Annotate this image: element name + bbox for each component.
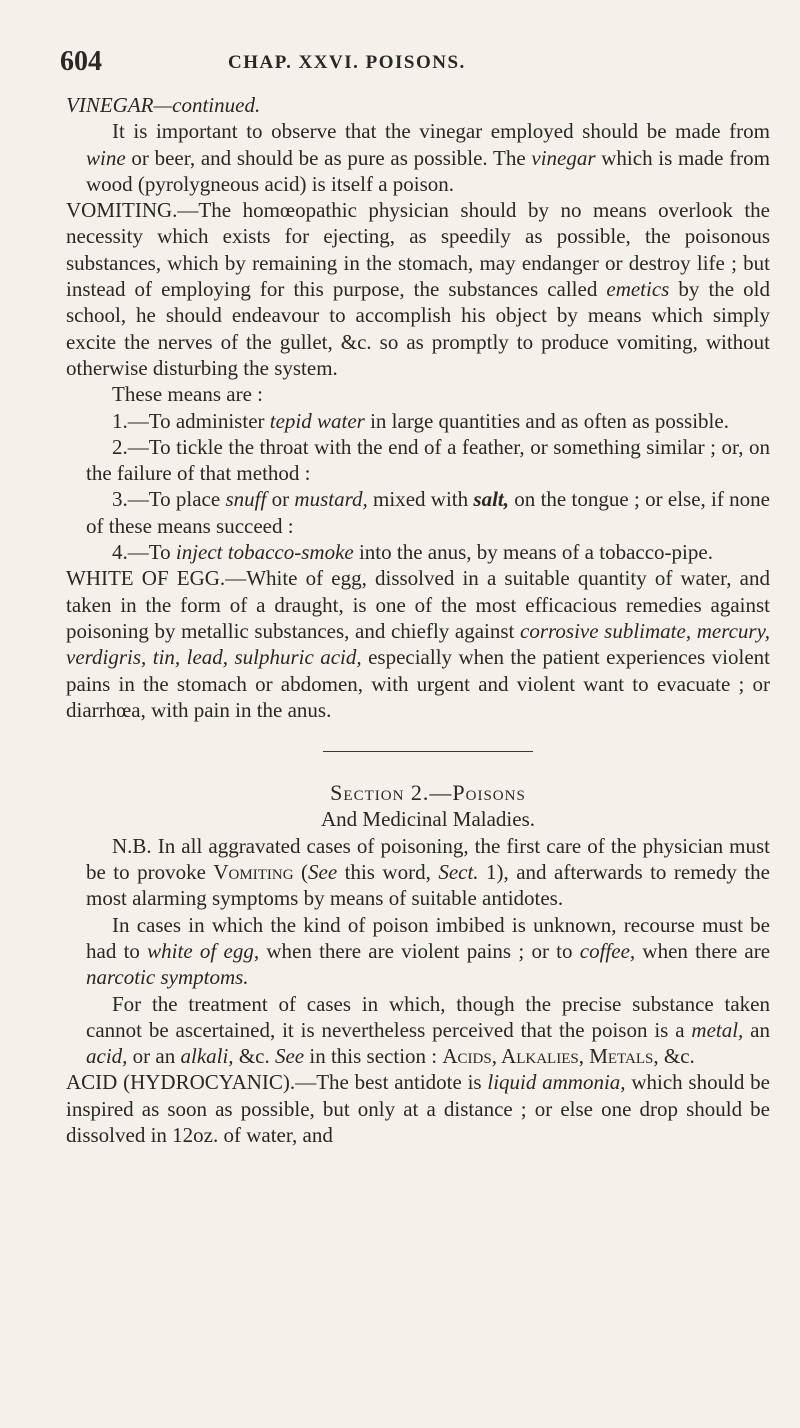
vinegar-heading: VINEGAR—continued. [66, 93, 261, 117]
page-number: 604 [60, 46, 102, 77]
vomiting-label: VOMITING. [66, 198, 178, 223]
section-subtitle: And Medicinal Maladies. [320, 807, 536, 832]
acid-label: ACID (HYDROCYANIC). [66, 1070, 296, 1095]
list-item-2: 2.—To tickle the throat with the end of a feather, or something similar ; or, on the failure of that method : [86, 434, 770, 486]
running-title: CHAP. XXVI. POISONS. [228, 52, 466, 73]
list-item-3: 3.—To place snuff or mustard, mixed with salt, on the tongue ; or else, if none of these means succeed : [86, 487, 770, 538]
list-item-1: 1.—To administer tepid water in large quantities and as often as possible. [112, 408, 729, 433]
treatment-paragraph: For the treatment of cases in which, though the precise substance taken cannot be ascertained, it is nevertheless perceived that the poison is a metal, an acid, or an alkali, &c. See in this section : Acids, Alkalies, Metals, &c. [86, 991, 770, 1069]
nb-paragraph: N.B. In all aggravated cases of poisoning, the first care of the physician must be to provoke Vomiting (See this word, Sect. 1), and afterwards to remedy the most alarming symptoms by means of suitable antidotes. [86, 833, 770, 911]
means-intro: These means are : [112, 382, 264, 407]
list-item-4: 4.—To inject tobacco-smoke into the anus, by means of a tobacco-pipe. [112, 540, 713, 565]
acid-entry: ACID (HYDROCYANIC).—The best antidote is liquid ammonia, which should be inspired as soon as possible, but only at a distance ; or else one drop should be dissolved in 12oz. of water, and [66, 1070, 770, 1147]
vomiting-entry: VOMITING.—The homœopathic physician should by no means overlook the necessity which exists for ejecting, as speedily as possible, the poisonous substances, which by remaining in the stomach, may endanger or destroy life ; but instead of employing for this purpose, the substances called emetics by the old school, he should endeavour to accomplish his object by means which simply excite the nerves of the gullet, &c. so as promptly to produce vomiting, without otherwise disturbing the system. [66, 198, 770, 380]
unknown-poison-paragraph: In cases in which the kind of poison imbibed is unknown, recourse must be had to white of egg, when there are violent pains ; or to coffee, when there are narcotic symptoms. [86, 912, 771, 990]
page-body [66, 92, 771, 1148]
vinegar-paragraph: It is important to observe that the vinegar employed should be made from wine or beer, and should be as pure as possible. The vinegar which is made from wood (pyrolygneous acid) is itself a poison. [86, 119, 771, 196]
section-divider [323, 751, 533, 752]
section-title: Section 2.—Poisons [330, 780, 526, 806]
white-of-egg-entry: WHITE OF EGG.—White of egg, dissolved in a suitable quantity of water, and taken in the form of a draught, is one of the most efficacious remedies against poisoning by metallic substances, and chiefly against corrosive sublimate, mercury, verdigris, tin, lead, sulphuric acid, especially when the patient experiences violent pains in the stomach or abdomen, with urgent and violent want to evacuate ; or diarrhœa, with pain in the anus. [66, 566, 770, 722]
white-of-egg-label: WHITE OF EGG. [66, 566, 226, 591]
page-header [60, 46, 760, 78]
